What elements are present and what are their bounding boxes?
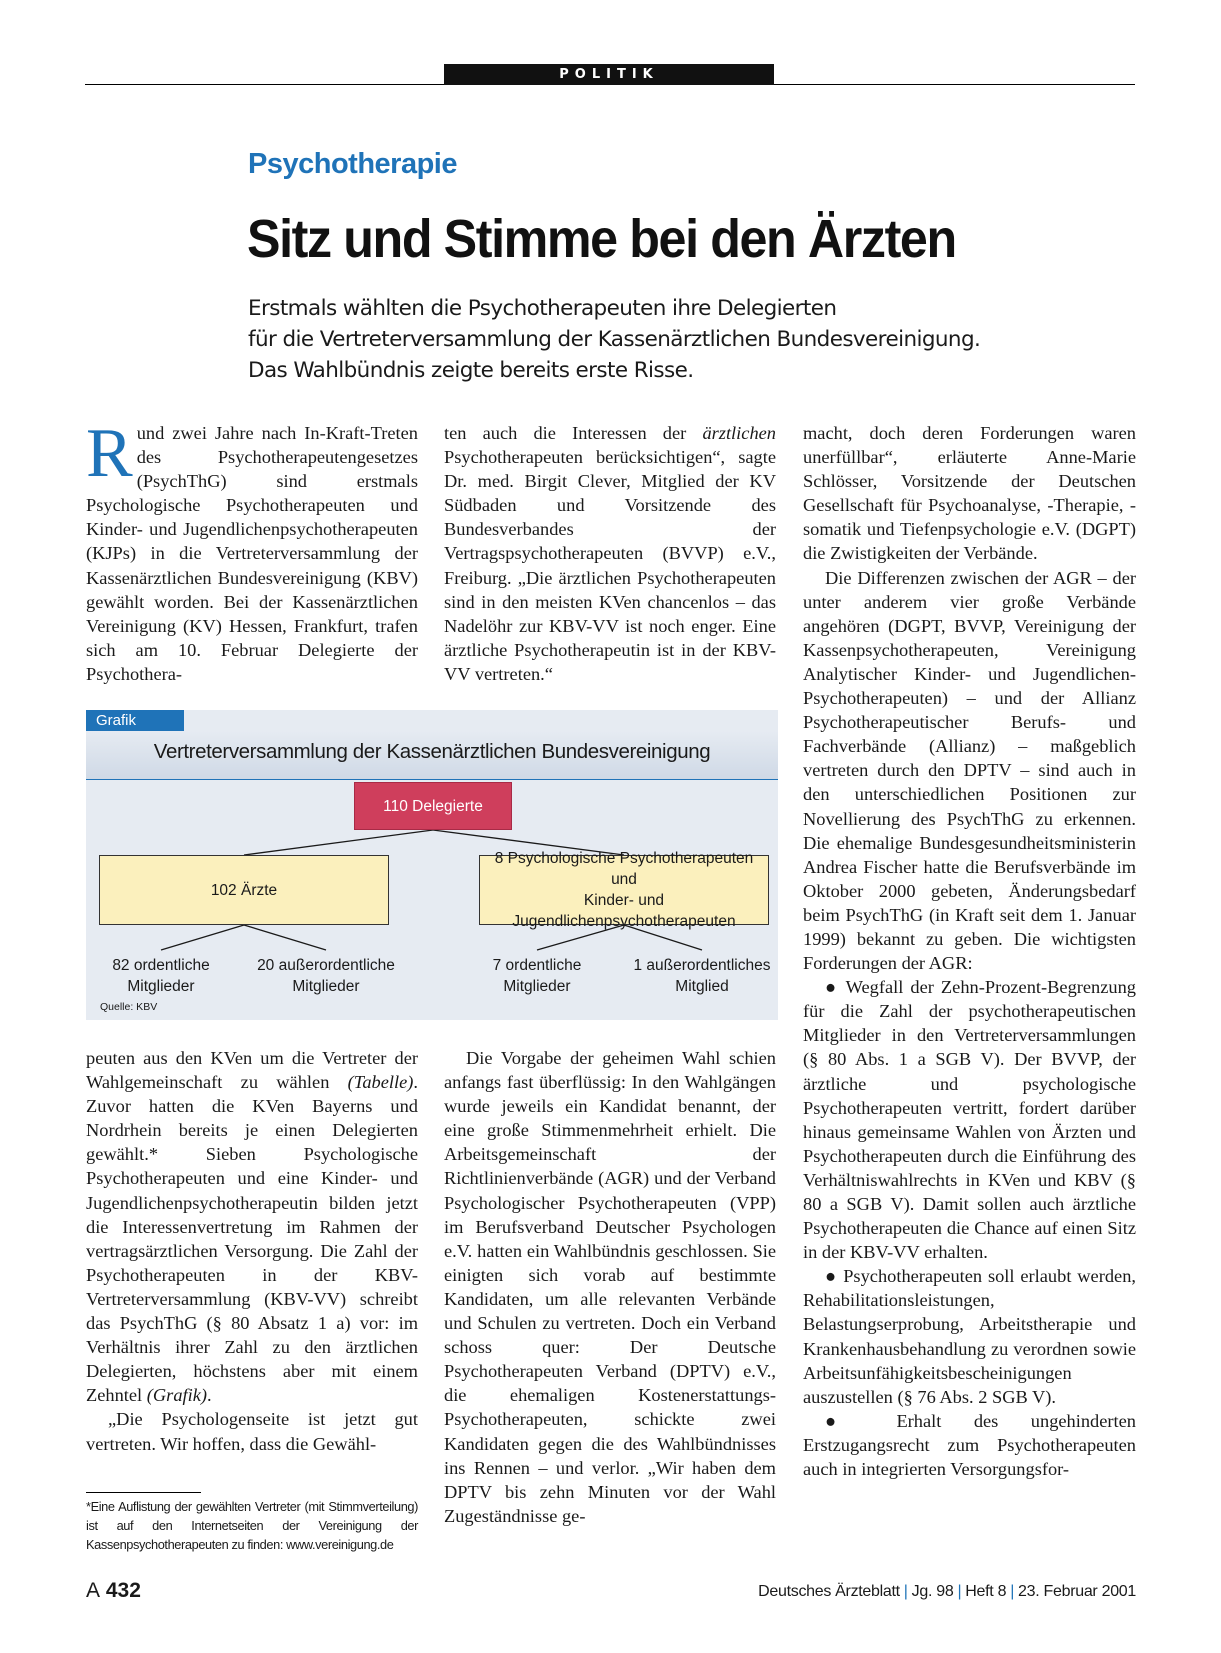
column-2-top-text-a: ten auch die Interessen der: [444, 423, 703, 443]
footer-separator: |: [957, 1583, 962, 1600]
bullet-icon: ●: [825, 1410, 897, 1431]
text-run: . Zuvor hatten die KVen Bayerns und Nordrhein bereits je einen Delegierten gewählt.* Sieben Psychologische Psychotherapeuten und eine Kinder- und Jugendlichenpsychotherapeutin bilden jetzt die Interessenvertretung im Rahmen der vertragsärztlichen Versorgung. Die Zahl der Psychotherapeuten in der KBV-Vertreterversammlung (KBV-VV) schreibt das PsychThG (§ 80 Absatz 1 a) vor: im Verhältnis ihrer Zahl zu den ärztlichen Delegierten, höchstens aber mit einem Zehntel: [86, 1072, 418, 1406]
column-1-bottom-paragraph-1: [86, 1046, 418, 1407]
connector-aerzte-ausserordentlich: [244, 925, 326, 950]
bullet-item-2: [803, 1264, 1136, 1409]
footnote: *Eine Auflistung der gewählten Vertreter (mit Stimmverteilung) ist auf den Internetseiten der Vereinigung der Kassenpsychotherapeuten zu finden: www.vereinigung.de: [86, 1499, 418, 1552]
bullet-item-1-text: Wegfall der Zehn-Prozent-Begrenzung für die Zahl der psychotherapeutischen Mitglieder in den Vertreterversammlungen (§ 80 Abs. 1 a SGB V). Der BVVP, der ärztliche und psychologische Psychotherapeuten vertritt, fordert darüber hinaus gemeinsame Wahlen von Ärzten und Psychotherapeuten durch die Einführung des Verhältniswahlrechts in KVen und KBV (§ 80 a SGB V). Damit sollen auch ärztliche Psychotherapeuten die Chance auf einen Sitz in der KBV-VV erhalten.: [803, 977, 1136, 1263]
leaf-82-ordentliche: [86, 955, 236, 997]
text-run: .: [207, 1385, 212, 1406]
figure-tag: Grafik: [86, 710, 184, 731]
column-2-top-emphasis: ärztlichen: [702, 423, 776, 443]
column-1-top-text: und zwei Jahre nach In-Kraft-Treten des Psychotherapeutengesetzes (PsychThG) sind erstmals Psychologische Psychotherapeuten und Kinder- und Jugendlichenpsychotherapeuten (KJPs) in die Vertreterversammlung der Kassenärztlichen Bundesvereinigung (KBV) gewählt worden. Bei der Kassenärztlichen Vereinigung (KV) Hessen, Frankfurt, trafen sich am 10. Februar Delegierte der Psychothera-: [86, 423, 418, 684]
leaf-20-ausserordentliche-line-1: 20 außerordentliche: [257, 957, 395, 974]
journal-issue: Heft 8: [965, 1583, 1007, 1600]
leaf-7-ordentliche-line-1: 7 ordentliche: [492, 957, 582, 974]
bullet-item-3-text: Erhalt des ungehinderten Erstzugangsrecht zum Psychotherapeuten auch in integrierten Versorgungsfor-: [803, 1410, 1136, 1480]
bullet-icon: ●: [825, 977, 846, 998]
leaf-20-ausserordentliche-line-2: Mitglieder: [292, 978, 360, 995]
page-prefix: A: [86, 1579, 101, 1602]
page-number-value: 432: [105, 1579, 141, 1602]
column-2-bottom-paragraph: Die Vorgabe der geheimen Wahl schien anfangs fast überflüssig: In den Wahlgängen wurde jeweils ein Kandidat benannt, der eine große Stimmenmehrheit erhielt. Die Arbeitsgemeinschaft der Richtlinienverbände (AGR) und der Verband Psychologischer Psychotherapeuten (VPP) im Berufsverband Deutscher Psychologen e.V. hatten ein Wahlbündnis geschlossen. Sie einigten sich vorab auf bestimmte Kandidaten, um alle relevanten Verbände und Schulen zu vertreten. Doch ein Verband schoss quer: Der Deutsche Psychotherapeuten Verband (DPTV) e.V., die ehemaligen Kostenerstattungs-Psychotherapeuten, schickte zwei Kandidaten gegen die des Wahlbündnisses ins Rennen – und verlor. „Wir haben dem DPTV bis zehn Minuten vor der Wahl Zugeständnisse ge-: [444, 1048, 776, 1526]
journal-footer: [758, 1583, 1136, 1601]
column-3-paragraph-2: Die Differenzen zwischen der AGR – der unter anderem vier große Verbände angehören (DGPT, BVVP, Vereinigung der Kassenpsychotherapeuten, Vereinigung Analytischer Kinder- und Jugendlichen-Psychotherapeuten) – und der Allianz Psychotherapeutischer Berufs- und Fachverbände (Allianz) – maßgeblich vertreten durch den DPTV – sind auch in den unterschiedlichen Positionen zur Novellierung des PsychThG zu erkennen. Die ehemalige Bundesgesundheitsministerin Andrea Fischer hatte die Berufsverbände im Oktober 2000 gebeten, Änderungsbedarf beim PsychThG (in Kraft seit dem 1. Januar 1999) bekannt zu geben. Die wichtigsten Forderungen der AGR:: [803, 567, 1136, 974]
text-run: peuten aus den KVen um die Vertreter der Wahlgemeinschaft zu wählen: [86, 1048, 418, 1093]
article-kicker: Psychotherapie: [248, 148, 457, 180]
page-number: [86, 1579, 141, 1603]
leaf-82-ordentliche-line-1: 82 ordentliche: [112, 957, 210, 974]
bullet-item-3: [803, 1409, 1136, 1481]
lede-line-2: für die Vertreterversammlung der Kassenärztlichen Bundesvereinigung.: [248, 327, 981, 352]
footer-separator: |: [1010, 1583, 1015, 1600]
leaf-82-ordentliche-line-2: Mitglieder: [127, 978, 195, 995]
article-headline: Sitz und Stimme bei den Ärzten: [247, 209, 956, 269]
node-8-psychotherapeuten-line-2: Kinder- und Jugendlichenpsychotherapeuten: [512, 892, 736, 930]
lede-line-1: Erstmals wählten die Psychotherapeuten ihre Delegierten: [248, 296, 837, 321]
figure-source: Quelle: KBV: [100, 1001, 158, 1013]
emphasis-grafik: (Grafik): [146, 1385, 208, 1406]
leaf-7-ordentliche-line-2: Mitglieder: [503, 978, 571, 995]
journal-name: Deutsches Ärzteblatt: [758, 1583, 900, 1600]
column-2-top: [444, 421, 776, 686]
connector-aerzte-ordentlich: [161, 925, 244, 950]
bullet-item-2-text: Psychotherapeuten soll erlaubt werden, Rehabilitationsleistungen, Belastungserprobung, Arbeitstherapie und Krankenhausbehandlung zu verordnen sowie Arbeitsunfähigkeitsbescheinigungen auszustellen (§ 76 Abs. 2 SGB V).: [803, 1266, 1136, 1407]
section-label: POLITIK: [444, 64, 774, 85]
leaf-1-ausserordentliches: [627, 955, 777, 997]
column-3: [803, 421, 1136, 1481]
node-110-delegierte: 110 Delegierte: [354, 782, 512, 830]
column-3-paragraph-1: macht, doch deren Forderungen waren unerfüllbar“, erläuterte Anne-Marie Schlösser, Vorsitzende der Deutschen Gesellschaft für Psychoanalyse, -Therapie, -somatik und Tiefenpsychologie e.V. (DGPT) die Zwistigkeiten der Verbände.: [803, 423, 1136, 564]
leaf-1-ausserordentliches-line-1: 1 außerordentliches: [633, 957, 771, 974]
journal-volume: Jg. 98: [911, 1583, 954, 1600]
drop-cap: R: [86, 415, 133, 492]
footnote-rule: [86, 1492, 201, 1493]
column-1-bottom: [86, 1046, 418, 1456]
leaf-20-ausserordentliche: [251, 955, 401, 997]
column-1-top: [86, 415, 418, 686]
bullet-icon: ●: [825, 1266, 844, 1287]
node-8-psychotherapeuten: [479, 850, 769, 930]
footer-separator: |: [903, 1583, 908, 1600]
column-2-bottom: [444, 1046, 776, 1528]
connector-root-left: [244, 830, 433, 855]
journal-date: 23. Februar 2001: [1018, 1583, 1136, 1600]
org-chart-figure: [86, 710, 778, 1020]
leaf-7-ordentliche: [462, 955, 612, 997]
node-102-aerzte: 102 Ärzte: [99, 855, 389, 925]
figure-title: Vertreterversammlung der Kassenärztlichen Bundesvereinigung: [153, 740, 711, 763]
column-2-top-text-b: Psychotherapeuten berücksichtigen“, sagte Dr. med. Birgit Clever, Mitglied der KV Südbaden und Vorsitzende des Bundesverbandes der Vertragspsychotherapeuten (BVVP) e.V., Freiburg. „Die ärztlichen Psychotherapeuten sind in den meisten KVen chancenlos – das Nadelöhr zur KBV-VV ist noch enger. Eine ärztliche Psychotherapeutin ist in der KBV-VV vertreten.“: [444, 447, 776, 684]
lede-line-3: Das Wahlbündnis zeigte bereits erste Risse.: [248, 358, 694, 383]
column-1-bottom-paragraph-2: „Die Psychologenseite ist jetzt gut vertreten. Wir hoffen, dass die Gewähl-: [86, 1409, 418, 1454]
emphasis-tabelle: (Tabelle): [347, 1072, 414, 1093]
leaf-1-ausserordentliches-line-2: Mitglied: [675, 978, 729, 995]
node-8-psychotherapeuten-line-1: 8 Psychologische Psychotherapeuten und: [494, 850, 754, 888]
bullet-item-1: [803, 975, 1136, 1264]
